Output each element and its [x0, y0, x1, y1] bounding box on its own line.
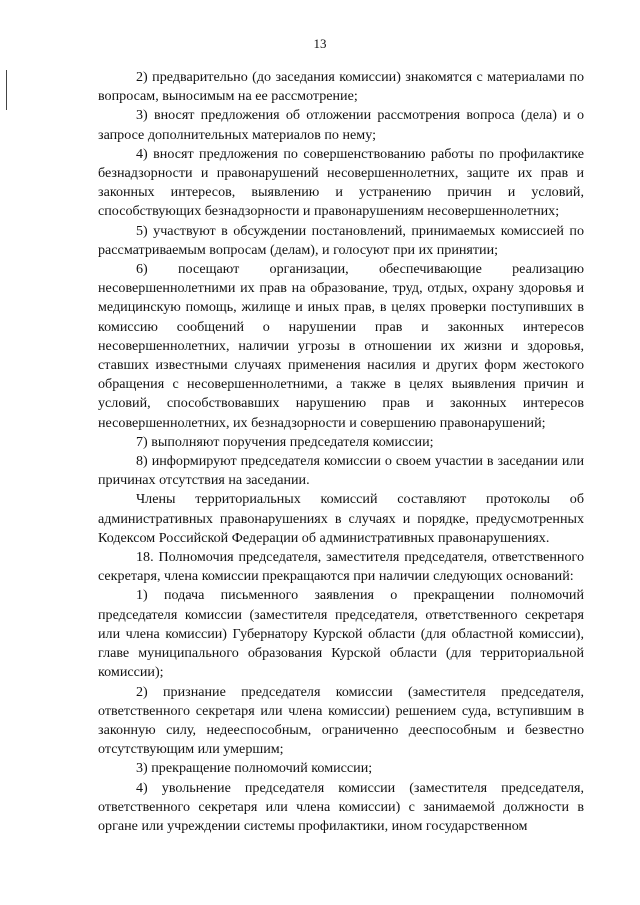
- paragraph-item-5: 5) участвуют в обсуждении постановлений, принимаемых комиссией по рассматриваемым вопросам (делам), и голосуют при их принятии;: [98, 222, 584, 258]
- paragraph-item-4: 4) вносят предложения по совершенствованию работы по профилактике безнадзорности и правонарушений несовершеннолетних, защите их прав и законных интересов, выявлению и устранению причин и условий, способствующих безнадзорности и правонарушениям несовершеннолетних;: [98, 145, 584, 220]
- document-body: [98, 68, 584, 836]
- paragraph-basis-4: 4) увольнение председателя комиссии (заместителя председателя, ответственного секретаря или члена комиссии) с занимаемой должности в органе или учреждении системы профилактики, ином государственном: [98, 779, 584, 834]
- paragraph-basis-1: 1) подача письменного заявления о прекращении полномочий председателя комиссии (заместителя председателя, ответственного секретаря или члена комиссии) Губернатору Курской области (для областной комиссии), главе муниципального образования Курской области (для территориальной комиссии);: [98, 587, 584, 681]
- scan-edge-line: [6, 70, 7, 110]
- paragraph-item-6: 6) посещают организации, обеспечивающие реализацию несовершеннолетними их прав на образование, труд, отдых, охрану здоровья и медицинскую помощь, жилище и иных прав, в целях проверки поступивших в комиссию сообщений о нарушении прав и законных интересов несовершеннолетних, наличии угрозы в отношении их жизни и здоровья, ставших известными случаях применения насилия и других форм жестокого обращения с несовершеннолетними, а также в целях выявления причин и условий, способствовавших нарушению прав и законных интересов несовершеннолетних, их безнадзорности и совершению правонарушений;: [98, 261, 584, 431]
- paragraph-territorial-protocols: Члены территориальных комиссий составляют протоколы об административных правонарушениях в случаях и порядке, предусмотренных Кодексом Российской Федерации об административных правонарушениях.: [98, 491, 584, 546]
- paragraph-item-7: 7) выполняют поручения председателя комиссии;: [136, 433, 434, 450]
- page-number: 13: [313, 36, 327, 51]
- paragraph-basis-3: 3) прекращение полномочий комиссии;: [136, 760, 373, 777]
- paragraph-item-8: 8) информируют председателя комиссии о своем участии в заседании или причинах отсутствия на заседании.: [98, 453, 584, 489]
- paragraph-item-3: 3) вносят предложения об отложении рассмотрения вопроса (дела) и о запросе дополнительных материалов по нему;: [98, 107, 584, 143]
- paragraph-item-2: 2) предварительно (до заседания комиссии) знакомятся с материалами по вопросам, выносимым на ее рассмотрение;: [98, 69, 584, 105]
- paragraph-basis-2: 2) признание председателя комиссии (заместителя председателя, ответственного секретаря или члена комиссии) решением суда, вступившим в законную силу, недееспособным, ограниченно дееспособным и безвестно отсутствующим или умершим;: [98, 683, 584, 758]
- paragraph-section-18: 18. Полномочия председателя, заместителя председателя, ответственного секретаря, члена комиссии прекращаются при наличии следующих оснований:: [98, 549, 584, 585]
